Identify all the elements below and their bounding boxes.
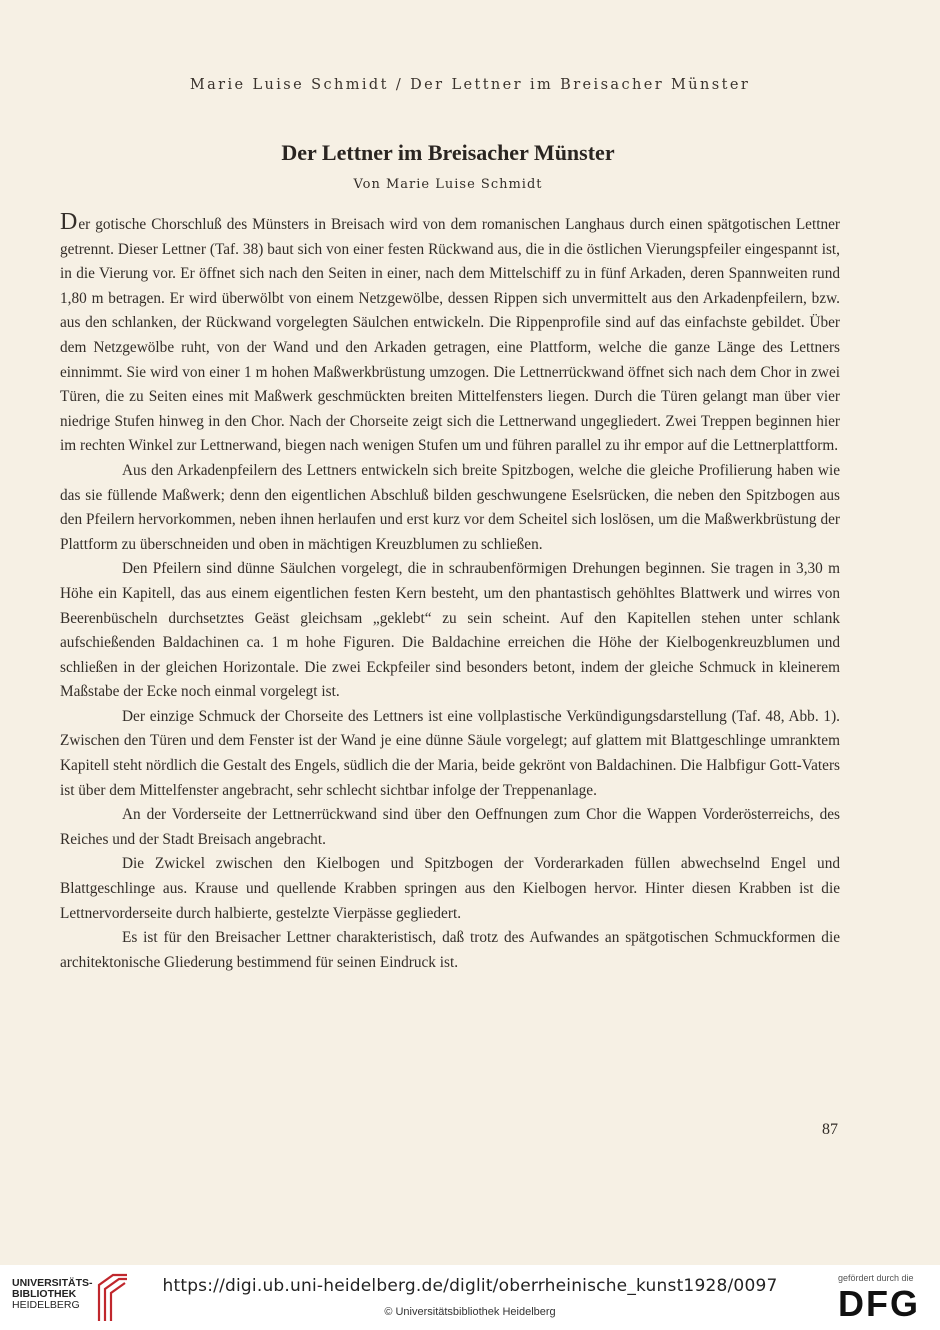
footer-bar	[0, 1265, 940, 1330]
dfg-logo[interactable]	[838, 1285, 928, 1325]
article-body	[60, 209, 840, 975]
page-number: 87	[822, 1121, 838, 1138]
document-url-link[interactable]: https://digi.ub.uni-heidelberg.de/diglit/oberrheinische_kunst1928/0097	[162, 1276, 778, 1296]
byline: Von Marie Luise Schmidt	[353, 177, 543, 192]
copyright-notice: © Universitätsbibliothek Heidelberg	[384, 1306, 556, 1318]
paragraph-5: An der Vorderseite der Lettnerrückwand sind über den Oeffnungen zum Chor die Wappen Vorderösterreichs, des Reiches und der Stadt Breisach angebracht.	[60, 806, 840, 848]
paragraph-1-text: er gotische Chorschluß des Münsters in Breisach wird von dem romanischen Langhaus durch einen spätgotischen Lettner getrennt. Dieser Lettner (Taf. 38) baut sich von einer festen Rückwand aus, die in die östlichen Vierungspfeiler eingespannt ist, in die Vierung vor. Er öffnet sich nach den Seiten in einer, nach dem Mittelschiff zu in fünf Arkaden, deren Spannweiten rund 1,80 m betragen. Er wird überwölbt von einem Netzgewölbe, dessen Rippen sich unvermittelt aus den Arkadenpfeilern, bzw. aus den schlanken, der Rückwand vorgelegten Säulchen entwickeln. Die Rippenprofile sind auf das einfachste gebildet. Über dem Netzgewölbe ruht, von der Wand und den Arkaden getragen, eine Plattform, welche die ganze Länge des Lettners einnimmt. Sie wird von einer 1 m hohen Maßwerkbrüstung umzogen. Die Lettnerrückwand öffnet sich nach dem Chor in zwei Türen, die zu Seiten eines mit Maßwerk geschmückten breiten Mittelfensters liegen. Durch die Türen gelangt man über vier niedrige Stufen hinweg in den Chor. Nach der Chorseite zeigt sich die Lettnerwand ungegliedert. Zwei Treppen beginnen hier im rechten Winkel zur Lettnerwand, biegen nach wenigen Stufen um und führen parallel zu ihr empor auf die Lettnerplattform.	[60, 216, 840, 455]
paragraph-1	[60, 209, 840, 459]
funded-by-label: gefördert durch die	[838, 1273, 914, 1283]
library-name-line2: BIBLIOTHEK	[12, 1288, 77, 1300]
paragraph-7: Es ist für den Breisacher Lettner charakteristisch, daß trotz des Aufwandes an spätgotischen Schmuckformen die architektonische Gliederung bestimmend für seinen Eindruck ist.	[60, 929, 840, 971]
dropcap: D	[60, 209, 78, 235]
paragraph-2: Aus den Arkadenpfeilern des Lettners entwickeln sich breite Spitzbogen, welche die gleiche Profilierung haben wie das sie füllende Maßwerk; denn den eigentlichen Abschluß bilden geschwungene Eselsrücken, die neben den Spitzbogen aus den Pfeilern hervorkommen, neben ihnen herlaufen und erst kurz vor dem Scheitel sich loslösen, um die Maßwerkbrüstung der Plattform zu überschneiden und oben in mächtigen Kreuzblumen zu schließen.	[60, 461, 840, 553]
paragraph-4: Der einzige Schmuck der Chorseite des Lettners ist eine vollplastische Verkündigungsdarstellung (Taf. 48, Abb. 1). Zwischen den Türen und dem Fenster ist der Wand je eine dünne Säule vorgelegt; auf glattem mit Blattgeschlinge umranktem Kapitell steht nördlich die Gestalt des Engels, südlich die der Maria, beide gekrönt von Baldachinen. Die Halbfigur Gott-Vaters ist über dem Mittelfenster angebracht, sehr schlecht sichtbar infolge der Treppenanlage.	[60, 707, 840, 799]
running-head: Marie Luise Schmidt / Der Lettner im Breisacher Münster	[189, 77, 751, 93]
dfg-logo-text: DFG	[838, 1285, 920, 1321]
paragraph-6: Die Zwickel zwischen den Kielbogen und Spitzbogen der Vorderarkaden füllen abwechselnd Engel und Blattgeschlinge aus. Krause und quellende Krabben springen aus den Kielbogen hervor. Hinter diesen Krabben ist die Lettnervorderseite durch halbierte, gestelzte Vierpässe gegliedert.	[60, 855, 840, 922]
paragraph-3: Den Pfeilern sind dünne Säulchen vorgelegt, die in schraubenförmigen Drehungen beginnen. Sie tragen in 3,30 m Höhe ein Kapitell, das aus einem eigentlichen festen Kern besteht, um den phantastisch gehöhltes Blattwerk und wirres von Beerenbüscheln durchsetztes Geäst gleichsam „geklebt“ zu sein scheint. Auf den Kapitellen stehen unter schlank aufschießenden Baldachinen ca. 1 m hohe Figuren. Die Baldachine erreichen die Höhe der Kielbogenkreuzblumen und schließen in der gleichen Horizontale. Die zwei Eckpfeiler sind besonders betont, indem der gleiche Schmuck in kleinerem Maßstabe der Ecke noch einmal vorgelegt ist.	[60, 560, 840, 701]
library-name-line1: UNIVERSITÄTS-	[12, 1277, 93, 1289]
article-title: Der Lettner im Breisacher Münster	[281, 140, 615, 165]
document-url[interactable]	[0, 1276, 940, 1296]
library-name-line3: HEIDELBERG	[12, 1299, 80, 1311]
dfg-logo-icon	[838, 1285, 928, 1321]
